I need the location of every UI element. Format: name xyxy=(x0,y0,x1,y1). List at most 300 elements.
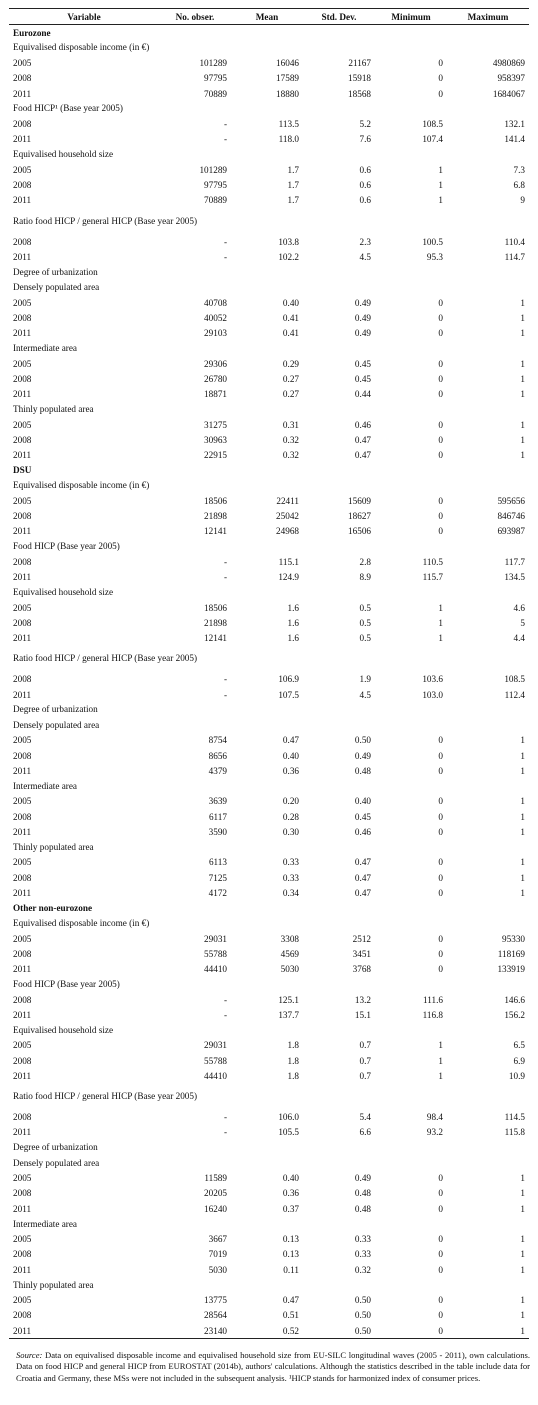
cell-year: 2005 xyxy=(13,419,32,430)
table-row xyxy=(9,855,529,870)
cell-mean: 24968 xyxy=(276,526,299,537)
cell-minimum: 0 xyxy=(438,964,443,975)
cell-std-dev: 0.49 xyxy=(354,297,371,308)
empty-cell xyxy=(375,1084,447,1110)
table-row xyxy=(9,1262,529,1277)
cell-mean: 0.32 xyxy=(282,450,299,461)
cell-year: 2005 xyxy=(13,495,32,506)
cell-year: 2011 xyxy=(13,195,32,206)
cell-std-dev: 0.7 xyxy=(359,1055,371,1066)
subcategory-row xyxy=(9,1216,529,1231)
cell-year: 2005 xyxy=(13,1234,32,1245)
cell-minimum: 111.6 xyxy=(423,994,443,1005)
cell-std-dev: 0.7 xyxy=(359,1040,371,1051)
cell-std-dev: 1.9 xyxy=(359,674,371,685)
variable-row xyxy=(9,646,529,672)
cell-year: 2008 xyxy=(13,1310,32,1321)
cell-minimum: 0 xyxy=(438,735,443,746)
table-footnote xyxy=(16,1350,530,1384)
cell-mean: 0.27 xyxy=(282,389,299,400)
cell-maximum: 4980869 xyxy=(492,58,525,69)
table-row xyxy=(9,326,529,341)
table-row xyxy=(9,1247,529,1262)
section-heading: Other non-eurozone xyxy=(13,903,93,914)
cell-maximum: 134.5 xyxy=(504,572,525,583)
cell-maximum: 1 xyxy=(520,765,525,776)
cell-maximum: 1 xyxy=(520,750,525,761)
cell-std-dev: 0.49 xyxy=(354,750,371,761)
cell-maximum: 1 xyxy=(520,1173,525,1184)
cell-std-dev: 4.5 xyxy=(359,251,371,262)
cell-no-obser: 7019 xyxy=(208,1249,227,1260)
cell-maximum: 1 xyxy=(520,450,525,461)
cell-minimum: 0 xyxy=(438,1310,443,1321)
table-row xyxy=(9,1053,529,1068)
cell-year: 2011 xyxy=(13,526,32,537)
cell-maximum: 1 xyxy=(520,1249,525,1260)
cell-year: 2011 xyxy=(13,964,32,975)
cell-maximum: 1 xyxy=(520,1264,525,1275)
variable-label: Equivalised household size xyxy=(13,149,114,160)
cell-year: 2008 xyxy=(13,434,32,445)
subcategory-label: Thinly populated area xyxy=(13,842,94,853)
cell-std-dev: 0.47 xyxy=(354,857,371,868)
cell-year: 2008 xyxy=(13,119,32,130)
cell-std-dev: 0.5 xyxy=(359,617,371,628)
variable-label: Equivalised disposable income (in €) xyxy=(13,917,150,928)
cell-mean: 0.29 xyxy=(282,358,299,369)
cell-std-dev: 0.5 xyxy=(359,602,371,613)
cell-year: 2011 xyxy=(13,1070,32,1081)
cell-maximum: 9 xyxy=(520,195,525,206)
cell-no-obser: 6113 xyxy=(208,857,227,868)
cell-mean: 0.27 xyxy=(282,373,299,384)
document-page xyxy=(0,8,538,1405)
cell-no-obser: 55788 xyxy=(204,948,227,959)
cell-minimum: 116.8 xyxy=(422,1009,443,1020)
table-row xyxy=(9,249,529,264)
cell-year: 2008 xyxy=(13,872,32,883)
cell-year: 2005 xyxy=(13,602,32,613)
subcategory-row xyxy=(9,779,529,794)
cell-std-dev: 15.1 xyxy=(354,1009,371,1020)
cell-no-obser: 8754 xyxy=(208,735,227,746)
cell-mean: 4569 xyxy=(280,948,299,959)
cell-std-dev: 0.45 xyxy=(354,811,371,822)
cell-mean: 0.13 xyxy=(282,1234,299,1245)
cell-year: 2005 xyxy=(13,1040,32,1051)
descriptive-statistics-table xyxy=(9,8,529,1339)
cell-std-dev: 5.2 xyxy=(359,119,371,130)
cell-minimum: 0 xyxy=(438,887,443,898)
empty-cell xyxy=(231,208,303,234)
cell-no-obser: - xyxy=(223,1009,227,1020)
cell-mean: 5030 xyxy=(280,964,299,975)
subcategory-label: Densely populated area xyxy=(13,282,100,293)
table-row xyxy=(9,1068,529,1083)
variable-row xyxy=(9,208,529,234)
cell-std-dev: 0.50 xyxy=(354,735,371,746)
table-row xyxy=(9,524,529,539)
cell-maximum: 958397 xyxy=(497,73,525,84)
cell-minimum: 0 xyxy=(438,419,443,430)
variable-row xyxy=(9,539,529,554)
empty-cell xyxy=(303,646,375,672)
cell-no-obser: 40708 xyxy=(204,297,227,308)
cell-mean: 0.32 xyxy=(282,434,299,445)
variable-label: Degree of urbanization xyxy=(13,1142,98,1153)
cell-std-dev: 2.3 xyxy=(359,236,371,247)
variable-row xyxy=(9,585,529,600)
cell-std-dev: 0.47 xyxy=(354,450,371,461)
cell-minimum: 0 xyxy=(438,1249,443,1260)
cell-std-dev: 0.49 xyxy=(354,1173,371,1184)
cell-std-dev: 0.50 xyxy=(303,1323,375,1339)
cell-std-dev: 0.50 xyxy=(354,1310,371,1321)
cell-std-dev: 5.4 xyxy=(359,1112,371,1123)
header-minimum: Minimum xyxy=(375,9,447,25)
cell-year: 2008 xyxy=(13,373,32,384)
cell-year: 2008 xyxy=(13,1055,32,1066)
subcategory-label: Thinly populated area xyxy=(13,1279,94,1290)
cell-mean: 0.36 xyxy=(282,765,299,776)
cell-minimum: 0 xyxy=(438,750,443,761)
table-row xyxy=(9,763,529,778)
cell-minimum: 0 xyxy=(438,58,443,69)
subcategory-label: Intermediate area xyxy=(13,343,78,354)
cell-std-dev: 18568 xyxy=(348,88,371,99)
cell-no-obser: 44410 xyxy=(204,1070,227,1081)
cell-no-obser: 4172 xyxy=(208,887,227,898)
cell-year: 2011 xyxy=(13,765,32,776)
cell-maximum: 4.4 xyxy=(513,633,525,644)
subcategory-row xyxy=(9,1155,529,1170)
cell-minimum: 110.5 xyxy=(422,556,443,567)
table-row xyxy=(9,1186,529,1201)
cell-minimum: 115.7 xyxy=(422,572,443,583)
cell-year: 2005 xyxy=(13,58,32,69)
cell-no-obser: 12141 xyxy=(204,633,227,644)
cell-mean: 0.51 xyxy=(282,1310,299,1321)
cell-no-obser: 55788 xyxy=(204,1055,227,1066)
subcategory-label: Intermediate area xyxy=(13,1218,78,1229)
cell-maximum: 115.8 xyxy=(504,1127,525,1138)
cell-maximum: 5 xyxy=(520,617,525,628)
cell-maximum: 1 xyxy=(520,887,525,898)
cell-year: 2011 xyxy=(13,633,32,644)
cell-maximum: 1 xyxy=(520,297,525,308)
header-maximum: Maximum xyxy=(447,9,529,25)
cell-maximum: 156.2 xyxy=(504,1009,525,1020)
table-row xyxy=(9,885,529,900)
cell-no-obser: 4379 xyxy=(208,765,227,776)
cell-no-obser: 18871 xyxy=(204,389,227,400)
variable-label: Equivalised disposable income (in €) xyxy=(13,42,150,53)
table-row xyxy=(9,870,529,885)
cell-year: 2008 xyxy=(13,617,32,628)
cell-minimum: 0 xyxy=(438,73,443,84)
cell-std-dev: 4.5 xyxy=(359,689,371,700)
cell-no-obser: 3667 xyxy=(208,1234,227,1245)
cell-std-dev: 0.50 xyxy=(354,1295,371,1306)
cell-no-obser: 11589 xyxy=(204,1173,227,1184)
cell-minimum: 0 xyxy=(438,389,443,400)
variable-row xyxy=(9,1023,529,1038)
cell-maximum: 1 xyxy=(520,872,525,883)
cell-no-obser: 8656 xyxy=(208,750,227,761)
table-row xyxy=(9,1007,529,1022)
cell-maximum: 4.6 xyxy=(513,602,525,613)
cell-std-dev: 0.33 xyxy=(354,1249,371,1260)
cell-year: 2008 xyxy=(13,1249,32,1260)
cell-mean: 106.0 xyxy=(278,1112,299,1123)
cell-mean: 124.9 xyxy=(278,572,299,583)
cell-year: 2011 xyxy=(13,328,32,339)
cell-mean: 1.6 xyxy=(287,602,299,613)
cell-year: 2011 xyxy=(13,389,32,400)
table-row xyxy=(9,824,529,839)
cell-year: 2005 xyxy=(13,1295,32,1306)
cell-year: 2011 xyxy=(13,826,32,837)
cell-maximum: 1 xyxy=(520,1203,525,1214)
cell-minimum: 0 xyxy=(438,872,443,883)
header-row xyxy=(9,9,529,25)
cell-minimum: 0 xyxy=(438,1295,443,1306)
cell-no-obser: 101289 xyxy=(199,58,227,69)
cell-minimum: 0 xyxy=(438,933,443,944)
cell-minimum: 1 xyxy=(438,180,443,191)
variable-label: Degree of urbanization xyxy=(13,266,98,277)
cell-minimum: 0 xyxy=(375,1323,447,1339)
cell-mean: 1.8 xyxy=(287,1055,299,1066)
cell-no-obser: 28564 xyxy=(204,1310,227,1321)
cell-std-dev: 0.47 xyxy=(354,887,371,898)
cell-year: 2008 xyxy=(13,750,32,761)
cell-year: 2005 xyxy=(13,857,32,868)
cell-maximum: 595656 xyxy=(497,495,525,506)
cell-no-obser: 44410 xyxy=(204,964,227,975)
variable-label: Food HICP¹ (Base year 2005) xyxy=(13,103,123,114)
cell-no-obser: 29103 xyxy=(204,328,227,339)
variable-row xyxy=(9,265,529,280)
cell-mean: 105.5 xyxy=(278,1127,299,1138)
variable-row xyxy=(9,478,529,493)
cell-mean: 3308 xyxy=(280,933,299,944)
table-row xyxy=(9,56,529,71)
table-row xyxy=(9,71,529,86)
cell-minimum: 1 xyxy=(438,1055,443,1066)
cell-std-dev: 0.6 xyxy=(359,180,371,191)
cell-maximum: 146.6 xyxy=(504,994,525,1005)
cell-std-dev: 0.48 xyxy=(354,765,371,776)
cell-maximum: 693987 xyxy=(497,526,525,537)
cell-std-dev: 0.7 xyxy=(359,1070,371,1081)
cell-maximum: 1 xyxy=(520,857,525,868)
cell-no-obser: - xyxy=(223,1127,227,1138)
cell-year: 2011 xyxy=(13,1127,32,1138)
cell-no-obser: 29031 xyxy=(204,933,227,944)
cell-mean: 1.8 xyxy=(287,1070,299,1081)
cell-mean: 1.6 xyxy=(287,617,299,628)
cell-minimum: 0 xyxy=(438,811,443,822)
cell-maximum: 1 xyxy=(520,1295,525,1306)
cell-maximum: 1 xyxy=(520,312,525,323)
cell-no-obser: 26780 xyxy=(204,373,227,384)
empty-cell xyxy=(231,1084,303,1110)
cell-maximum: 1 xyxy=(520,373,525,384)
cell-minimum: 0 xyxy=(438,826,443,837)
cell-maximum: 1 xyxy=(520,1188,525,1199)
cell-std-dev: 21167 xyxy=(348,58,371,69)
table-body xyxy=(9,25,529,1339)
cell-mean: 18880 xyxy=(276,88,299,99)
subcategory-row xyxy=(9,341,529,356)
cell-std-dev: 0.49 xyxy=(354,312,371,323)
table-row xyxy=(9,1171,529,1186)
cell-std-dev: 0.6 xyxy=(359,195,371,206)
table-row xyxy=(9,600,529,615)
cell-year: 2008 xyxy=(13,674,32,685)
cell-year: 2011 xyxy=(13,450,32,461)
cell-no-obser: 101289 xyxy=(199,164,227,175)
cell-no-obser: 29031 xyxy=(204,1040,227,1051)
cell-no-obser: - xyxy=(223,134,227,145)
cell-minimum: 0 xyxy=(438,857,443,868)
cell-maximum: 117.7 xyxy=(504,556,525,567)
cell-std-dev: 0.49 xyxy=(354,328,371,339)
cell-no-obser: - xyxy=(223,572,227,583)
cell-mean: 107.5 xyxy=(278,689,299,700)
cell-maximum: 1 xyxy=(520,796,525,807)
variable-label: Ratio food HICP / general HICP (Base year 2005) xyxy=(13,1091,198,1101)
cell-no-obser: 70889 xyxy=(204,88,227,99)
cell-no-obser: 18506 xyxy=(204,495,227,506)
section-heading: DSU xyxy=(13,465,32,476)
cell-mean: 0.41 xyxy=(282,328,299,339)
cell-maximum: 141.4 xyxy=(504,134,525,145)
cell-no-obser: 70889 xyxy=(204,195,227,206)
empty-cell xyxy=(447,1084,529,1110)
table-row xyxy=(9,132,529,147)
table-row xyxy=(9,387,529,402)
cell-maximum: 1 xyxy=(520,735,525,746)
cell-year: 2011 xyxy=(13,689,32,700)
cell-year: 2011 xyxy=(13,88,32,99)
table-row xyxy=(9,1293,529,1308)
variable-label: Equivalised household size xyxy=(13,586,114,597)
cell-std-dev: 18627 xyxy=(348,511,371,522)
subcategory-row xyxy=(9,840,529,855)
table-row xyxy=(9,1201,529,1216)
cell-mean: 0.34 xyxy=(282,887,299,898)
cell-maximum: 95330 xyxy=(502,933,525,944)
cell-std-dev: 15918 xyxy=(348,73,371,84)
cell-std-dev: 0.46 xyxy=(354,419,371,430)
cell-minimum: 0 xyxy=(438,1234,443,1245)
subcategory-row xyxy=(9,402,529,417)
cell-std-dev: 0.6 xyxy=(359,164,371,175)
cell-maximum: 6.8 xyxy=(513,180,525,191)
cell-no-obser: 29306 xyxy=(204,358,227,369)
subcategory-label: Densely populated area xyxy=(13,720,100,731)
cell-std-dev: 0.47 xyxy=(354,872,371,883)
table-row xyxy=(9,1110,529,1125)
cell-year: 2008 xyxy=(13,948,32,959)
variable-label: Ratio food HICP / general HICP (Base year 2005) xyxy=(13,653,198,664)
cell-std-dev: 0.46 xyxy=(354,826,371,837)
cell-minimum: 1 xyxy=(438,602,443,613)
cell-no-obser: 13775 xyxy=(204,1295,227,1306)
cell-mean: 0.37 xyxy=(282,1203,299,1214)
cell-mean: 106.9 xyxy=(278,674,299,685)
cell-mean: 0.28 xyxy=(282,811,299,822)
cell-mean: 17589 xyxy=(276,73,299,84)
cell-no-obser: 5030 xyxy=(208,1264,227,1275)
table-row xyxy=(9,1232,529,1247)
cell-year: 2011 xyxy=(13,572,32,583)
empty-cell xyxy=(375,208,447,234)
cell-std-dev: 15609 xyxy=(348,495,371,506)
table-row xyxy=(9,794,529,809)
cell-no-obser: 3639 xyxy=(208,796,227,807)
cell-maximum: 110.4 xyxy=(504,236,525,247)
table-row xyxy=(9,962,529,977)
cell-maximum: 1 xyxy=(520,419,525,430)
variable-row xyxy=(9,702,529,717)
cell-mean: 1.7 xyxy=(287,195,299,206)
cell-std-dev: 2512 xyxy=(352,933,371,944)
cell-no-obser: 31275 xyxy=(204,419,227,430)
table-row xyxy=(9,570,529,585)
cell-maximum: 133919 xyxy=(497,964,525,975)
cell-mean: 0.52 xyxy=(231,1323,303,1339)
cell-std-dev: 8.9 xyxy=(359,572,371,583)
cell-no-obser: 3590 xyxy=(208,826,227,837)
cell-maximum: 1 xyxy=(520,826,525,837)
cell-std-dev: 0.47 xyxy=(354,434,371,445)
cell-year: 2008 xyxy=(13,811,32,822)
cell-no-obser: - xyxy=(223,251,227,262)
cell-year: 2008 xyxy=(13,1112,32,1123)
table-row xyxy=(9,1125,529,1140)
cell-no-obser: 21898 xyxy=(204,617,227,628)
table-row xyxy=(9,86,529,101)
cell-std-dev: 3451 xyxy=(352,948,371,959)
cell-std-dev: 0.32 xyxy=(354,1264,371,1275)
cell-mean: 0.13 xyxy=(282,1249,299,1260)
cell-maximum: 6.5 xyxy=(513,1040,525,1051)
cell-std-dev: 0.33 xyxy=(354,1234,371,1245)
table-row xyxy=(9,554,529,569)
cell-maximum: 1 xyxy=(520,1234,525,1245)
cell-year: 2005 xyxy=(13,796,32,807)
cell-no-obser: - xyxy=(223,556,227,567)
subcategory-row xyxy=(9,280,529,295)
cell-no-obser: - xyxy=(223,689,227,700)
cell-maximum: 118169 xyxy=(497,948,525,959)
cell-minimum: 0 xyxy=(438,373,443,384)
variable-row xyxy=(9,40,529,55)
cell-maximum: 112.4 xyxy=(504,689,525,700)
table-row xyxy=(9,931,529,946)
cell-maximum: 1684067 xyxy=(492,88,525,99)
cell-minimum: 1 xyxy=(438,195,443,206)
cell-minimum: 0 xyxy=(438,312,443,323)
cell-minimum: 107.4 xyxy=(422,134,443,145)
cell-maximum: 1 xyxy=(520,328,525,339)
cell-mean: 0.47 xyxy=(282,1295,299,1306)
variable-label: Equivalised disposable income (in €) xyxy=(13,480,150,491)
